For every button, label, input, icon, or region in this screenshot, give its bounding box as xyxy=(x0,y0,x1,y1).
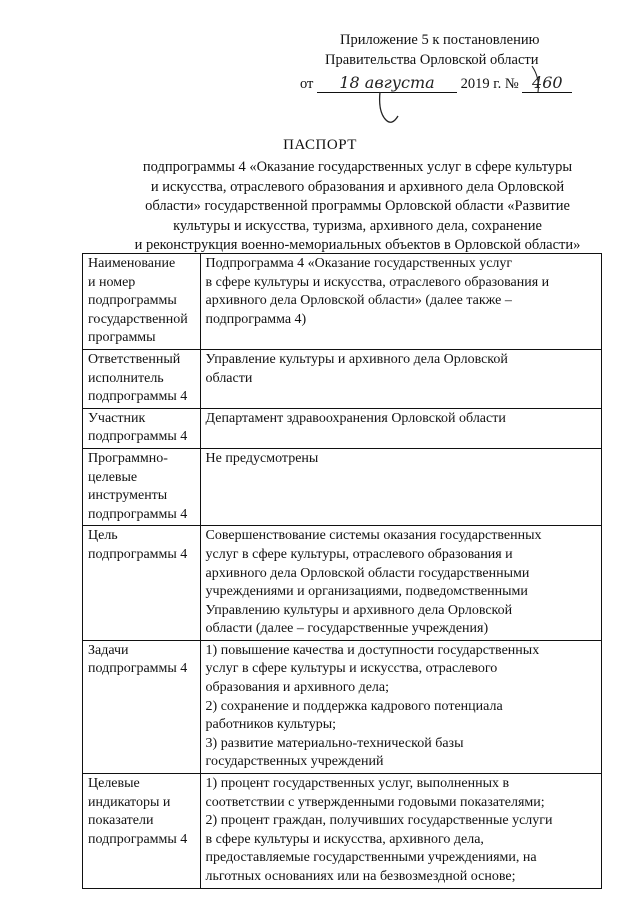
row-label-line: подпрограммы 4 xyxy=(88,389,188,405)
row-value-cell xyxy=(200,349,601,408)
row-label-line: подпрограммы 4 xyxy=(88,831,188,847)
row-label-line: подпрограммы 4 xyxy=(88,506,188,522)
row-label-line: Участник xyxy=(88,410,146,426)
subtitle-line: подпрограммы 4 «Оказание государственных услуг в сфере культуры xyxy=(142,159,573,175)
row-label-line: и номер xyxy=(88,274,136,290)
table-row xyxy=(83,774,602,889)
row-label-line: показатели xyxy=(88,813,154,829)
row-label-line: государственной xyxy=(88,311,188,327)
document-title: ПАСПОРТ xyxy=(283,137,357,153)
row-value-line: Управлению культуры и архивного дела Орловской xyxy=(205,602,513,618)
row-value-line: Подпрограмма 4 «Оказание государственных услуг xyxy=(205,256,513,271)
signature-stroke xyxy=(300,30,600,140)
row-value-line: государственных учреждений xyxy=(205,754,384,770)
row-value-line: учреждениями и организациями, подведомственными xyxy=(205,584,528,600)
row-value-cell xyxy=(200,774,601,889)
row-value-line: предоставляемые государственными учреждениями, на xyxy=(205,850,537,866)
row-value-line: в сфере культуры и искусства, архивного дела, xyxy=(205,831,484,847)
row-label-cell xyxy=(83,349,201,408)
subtitle-line: культуры и искусства, туризма, архивного дела, сохранение xyxy=(173,217,542,234)
row-label-line: Ответственный xyxy=(88,351,181,367)
row-value-line: архивного дела Орловской области государственными xyxy=(205,565,530,581)
row-label-line: исполнитель xyxy=(88,370,164,386)
row-label-line: инструменты xyxy=(88,488,168,504)
row-value-cell xyxy=(200,408,601,448)
row-label-cell xyxy=(83,448,201,525)
row-label-cell xyxy=(83,774,201,889)
row-label-line: Цель xyxy=(88,528,118,544)
passport-table xyxy=(82,253,602,889)
row-value-line: образования и архивного дела; xyxy=(205,680,390,696)
table-row xyxy=(83,526,602,641)
row-value-line: соответствии с утвержденными годовыми показателями; xyxy=(205,794,545,810)
row-value-line: льготных основаниях или на безвозмездной основе; xyxy=(205,869,516,884)
row-value-line: архивного дела Орловской области» (далее также – xyxy=(205,293,512,309)
row-value-line: 1) процент государственных услуг, выполненных в xyxy=(205,776,510,792)
row-label-line: индикаторы и xyxy=(88,794,171,810)
row-label-line: программы xyxy=(88,330,156,346)
table-row xyxy=(83,349,602,408)
row-value-line: работников культуры; xyxy=(205,717,337,733)
row-label-line: Задачи xyxy=(88,642,129,658)
table-row xyxy=(83,254,602,350)
row-label-line: целевые xyxy=(88,469,138,485)
row-value-line: услуг в сфере культуры и искусства, отраслевого xyxy=(205,661,498,677)
row-value-line: Не предусмотрены xyxy=(205,450,319,466)
row-value-line: в сфере культуры и искусства, отраслевого образования и xyxy=(205,274,550,290)
row-label-cell xyxy=(83,408,201,448)
from-label: от xyxy=(300,76,314,92)
document-subtitle xyxy=(110,158,605,256)
row-value-cell xyxy=(200,526,601,641)
row-value-line: услуг в сфере культуры, отраслевого образования и xyxy=(205,546,513,562)
handwritten-number: 460 xyxy=(522,74,572,93)
row-label-line: Программно- xyxy=(88,450,168,466)
passport-table-body xyxy=(83,254,602,889)
appendix-line-1: Приложение 5 к постановлению xyxy=(340,32,540,48)
row-value-cell xyxy=(200,448,601,525)
row-label-line: подпрограммы 4 xyxy=(88,546,188,562)
row-value-line: области (далее – государственные учреждения) xyxy=(205,621,489,637)
row-value-line: 3) развитие материально-технической базы xyxy=(205,735,464,751)
row-label-cell xyxy=(83,254,201,350)
row-value-line: 2) сохранение и поддержка кадрового потенциала xyxy=(205,698,503,714)
row-label-cell xyxy=(83,526,201,641)
row-label-line: Целевые xyxy=(88,776,140,792)
row-value-cell xyxy=(200,640,601,773)
row-value-cell xyxy=(200,254,601,350)
row-value-line: Департамент здравоохранения Орловской области xyxy=(205,410,506,426)
row-label-line: подпрограммы xyxy=(88,293,177,309)
table-row xyxy=(83,408,602,448)
row-value-line: подпрограмма 4) xyxy=(205,311,307,327)
row-label-line: Наименование xyxy=(88,256,176,271)
row-value-line: Управление культуры и архивного дела Орловской xyxy=(205,351,508,367)
row-value-line: Совершенствование системы оказания государственных xyxy=(205,528,542,544)
year-number-label: 2019 г. № xyxy=(460,76,519,92)
row-value-line: 2) процент граждан, получивших государственные услуги xyxy=(205,813,553,829)
handwritten-date: 18 августа xyxy=(317,74,457,93)
subtitle-line: и искусства, отраслевого образования и архивного дела Орловской xyxy=(150,178,565,195)
row-label-cell xyxy=(83,640,201,773)
table-row xyxy=(83,640,602,773)
row-value-line: 1) повышение качества и доступности государственных xyxy=(205,642,540,658)
row-label-line: подпрограммы 4 xyxy=(88,429,188,445)
subtitle-line: области» государственной программы Орловской области «Развитие xyxy=(145,198,570,214)
row-value-line: области xyxy=(205,370,253,386)
subtitle-line: и реконструкция военно-мемориальных объектов в Орловской области» xyxy=(134,237,581,253)
table-row xyxy=(83,448,602,525)
appendix-line-2: Правительства Орловской области xyxy=(325,52,539,68)
row-label-line: подпрограммы 4 xyxy=(88,661,188,677)
